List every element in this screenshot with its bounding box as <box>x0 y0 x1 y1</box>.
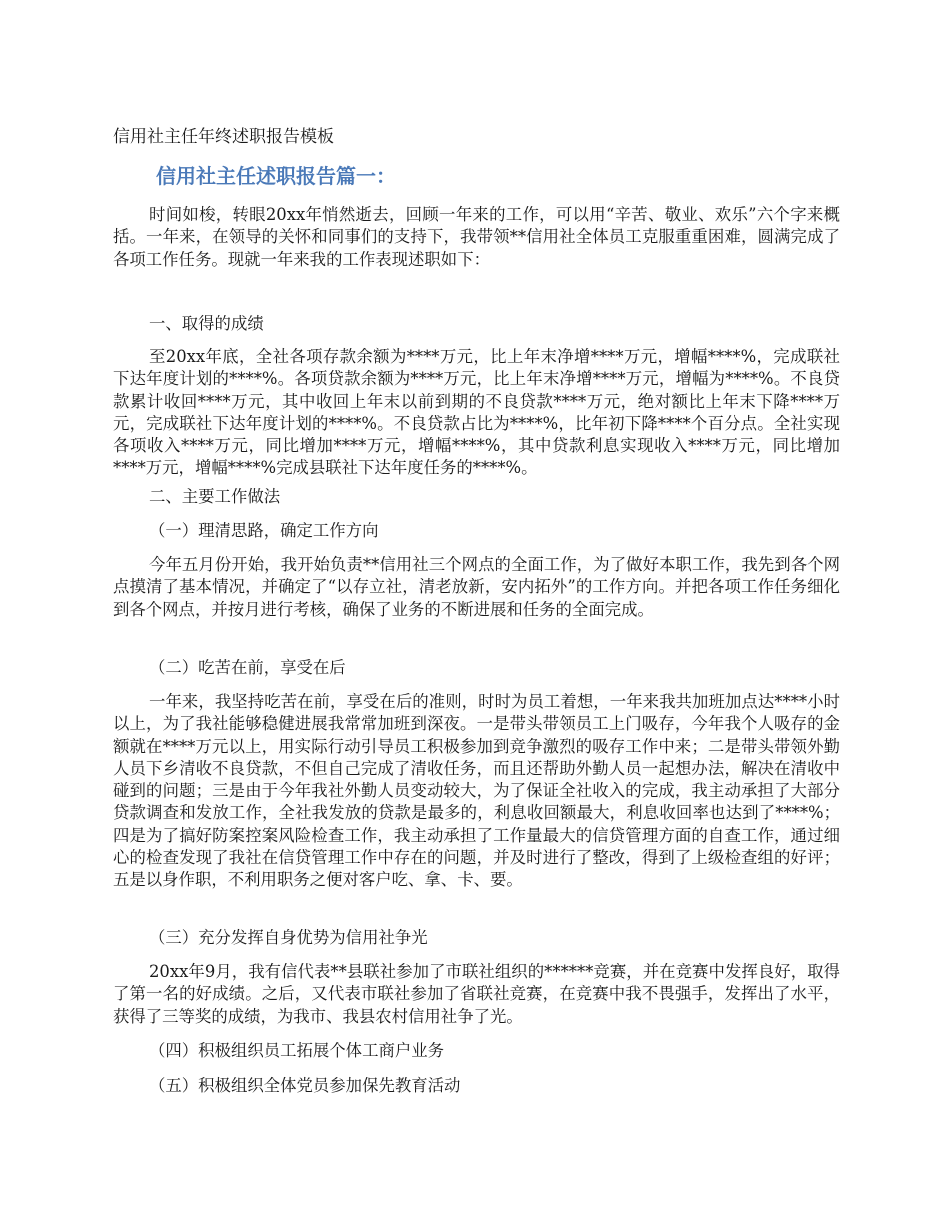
section-1-title: 一、取得的成绩 <box>149 314 264 333</box>
subsection-3-paragraph: 20xx年9月，我有信代表**县联社参加了市联社组织的******竞赛，并在竞赛中发挥良好，取得了第一名的好成绩。之后，又代表市联社参加了省联社竞赛，在竞赛中我不畏强手，发挥出了水平，获得了三等奖的成绩，为我市、我县农村信用社争了光。 <box>113 962 840 1026</box>
section-2-title: 二、主要工作做法 <box>149 487 281 506</box>
section-heading: 信用社主任述职报告篇一： <box>156 164 396 188</box>
subsection-1-title: （一）理清思路，确定工作方向 <box>149 521 379 540</box>
subsection-5-title: （五）积极组织全体党员参加保先教育活动 <box>149 1076 461 1095</box>
intro-paragraph: 时间如梭，转眼20xx年悄然逝去，回顾一年来的工作，可以用“辛苦、敬业、欢乐”六个字来概括。一年来，在领导的关怀和同事们的支持下，我带领**信用社全体员工克服重重困难，圆满完成了各项工作任务。现就一年来我的工作表现述职如下： <box>113 205 840 269</box>
subsection-3-title: （三）充分发挥自身优势为信用社争光 <box>149 928 428 947</box>
subsection-2-paragraph: 一年来，我坚持吃苦在前，享受在后的准则，时时为员工着想，一年来我共加班加点达****小时以上，为了我社能够稳健进展我常常加班到深夜。一是带头带领员工上门吸存，今年我个人吸存的金额就在****万元以上，用实际行动引导员工积极参加到竞争激烈的吸存工作中来；二是带头带领外勤人员下乡清收不良贷款，不但自己完成了清收任务，而且还帮助外勤人员一起想办法，解决在清收中碰到的问题；三是由于今年我社外勤人员变动较大，为了保证全社收入的完成，我主动承担了大部分贷款调查和发放工作，全社我发放的贷款是最多的，利息收回额最大，利息收回率也达到了****%；四是为了搞好防案控案风险检查工作，我主动承担了工作量最大的信贷管理方面的自查工作，通过细心的检查发现了我社在信贷管理工作中存在的问题，并及时进行了整改，得到了上级检查组的好评；五是以身作职，不利用职务之便对客户吃、拿、卡、要。 <box>113 692 840 890</box>
subsection-2-title: （二）吃苦在前，享受在后 <box>149 658 346 677</box>
section-1-paragraph: 至20xx年底，全社各项存款余额为****万元，比上年末净增****万元，增幅****%，完成联社下达年度计划的****%。各项贷款余额为****万元，比上年末净增****万元，增幅为****%。不良贷款累计收回****万元，其中收回上年末以前到期的不良贷款****万元，绝对额比上年末下降****万元，完成联社下达年度计划的****%。不良贷款占比为****%，比年初下降****个百分点。全社实现各项收入****万元，同比增加****万元，增幅****%，其中贷款利息实现收入****万元，同比增加****万元，增幅****%完成县联社下达年度任务的****%。 <box>113 347 840 478</box>
subsection-1-paragraph: 今年五月份开始，我开始负责**信用社三个网点的全面工作，为了做好本职工作，我先到各个网点摸清了基本情况，并确定了“以存立社，清老放新，安内拓外”的工作方向。并把各项工作任务细化到各个网点，并按月进行考核，确保了业务的不断进展和任务的全面完成。 <box>113 555 840 619</box>
subsection-4-title: （四）积极组织员工拓展个体工商户业务 <box>149 1041 445 1060</box>
document-title: 信用社主任年终述职报告模板 <box>113 127 334 147</box>
